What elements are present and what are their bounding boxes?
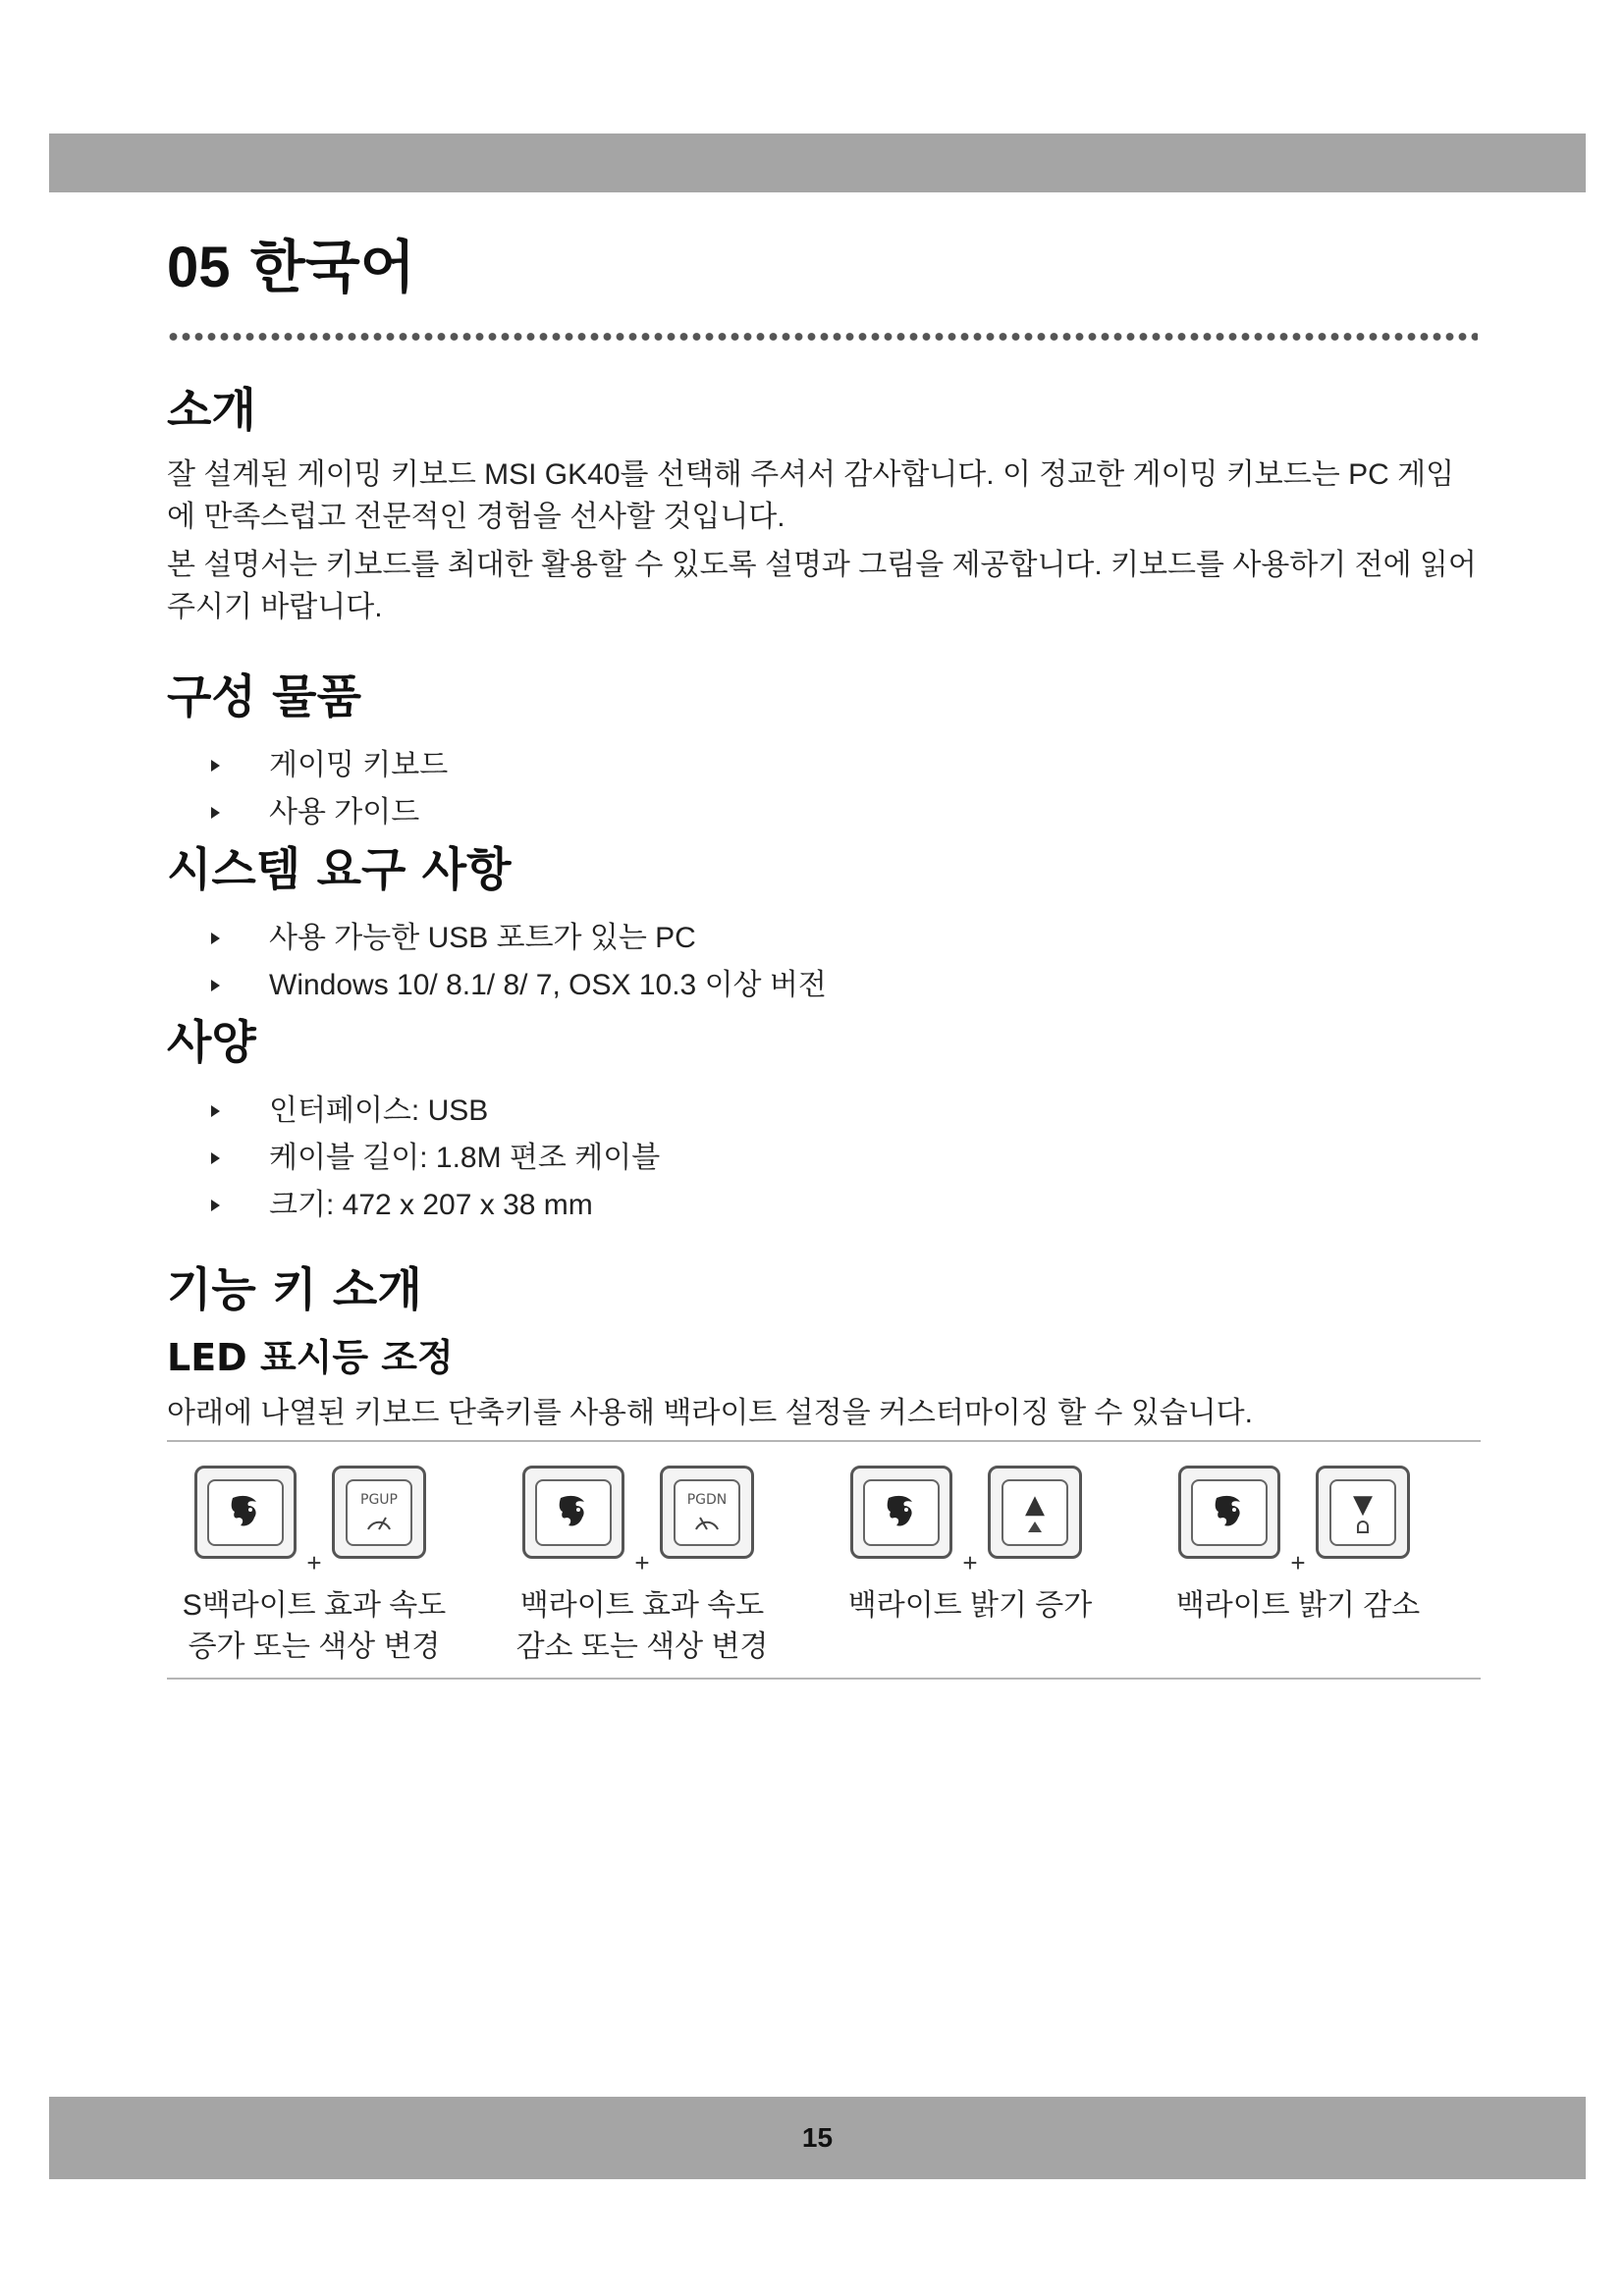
led-description: 아래에 나열된 키보드 단축키를 사용해 백라이트 설정을 커스터마이징 할 수 있습니다.: [167, 1397, 1253, 1429]
bullet-arrow-icon: [211, 1105, 220, 1117]
list-item-text: 크기: 472 x 207 x 38 mm: [269, 1189, 593, 1221]
combo-caption: [495, 1585, 789, 1668]
pgup-label: PGUP: [360, 1491, 398, 1508]
list-item: [167, 1088, 1483, 1135]
down-arrow-icon: ▼: [1353, 1489, 1373, 1520]
caption-line: 백라이트 밝기 감소: [1175, 1589, 1421, 1622]
combo-caption: [1151, 1585, 1445, 1627]
pgup-key-icon: [332, 1466, 426, 1559]
plus-sign: +: [1290, 1548, 1306, 1577]
shortcut-combo: [1151, 1466, 1479, 1668]
plus-sign: +: [962, 1548, 978, 1577]
package-heading: 구성 물품: [167, 670, 361, 724]
intro-heading: 소개: [167, 384, 256, 438]
caption-line: S백라이트 효과 속도: [182, 1589, 447, 1622]
key-group: [194, 1466, 426, 1577]
msi-dragon-key-icon: [850, 1466, 952, 1559]
chapter-name: 한국어: [249, 234, 415, 300]
up-arrow-icon: ▲: [1025, 1489, 1045, 1520]
msi-dragon-key-icon: [194, 1466, 297, 1559]
chapter-number: 05: [167, 236, 231, 299]
msi-dragon-key-icon: [522, 1466, 624, 1559]
msi-dragon-icon: [223, 1490, 268, 1535]
caption-line: 백라이트 효과 속도: [519, 1589, 765, 1622]
list-item-text: 사용 가이드: [269, 796, 420, 828]
requirements-heading: 시스템 요구 사항: [167, 843, 512, 897]
brightness-down-icon: [1352, 1519, 1374, 1534]
bullet-arrow-icon: [211, 1152, 220, 1164]
requirements-list: [167, 915, 1483, 1009]
header-bar: [49, 133, 1586, 192]
function-keys-heading: 기능 키 소개: [167, 1263, 422, 1317]
combo-caption: [167, 1585, 461, 1668]
intro-paragraph-1: 잘 설계된 게이밍 키보드 MSI GK40를 선택해 주셔서 감사합니다. 이 정교한 게이밍 키보드는 PC 게임에 만족스럽고 전문적인 경험을 선사할 것입니다.: [167, 458, 1455, 533]
msi-dragon-key-icon: [1178, 1466, 1280, 1559]
bullet-arrow-icon: [211, 933, 220, 944]
shortcut-combo: [167, 1466, 495, 1668]
specs-list: [167, 1088, 1483, 1229]
list-item: [167, 915, 1483, 962]
list-item: [167, 789, 1483, 836]
chapter-title: [167, 228, 415, 307]
page-number: 15: [801, 2122, 834, 2153]
list-item-text: 인터페이스: USB: [269, 1095, 489, 1127]
list-item-text: Windows 10/ 8.1/ 8/ 7, OSX 10.3 이상 버전: [269, 969, 827, 1001]
specs-heading: 사양: [167, 1016, 256, 1070]
footer-bar: [49, 2097, 1586, 2179]
caption-line: 감소 또는 색상 변경: [515, 1630, 769, 1663]
dotted-divider: [167, 331, 1478, 343]
led-subheading: LED 표시등 조정: [167, 1336, 454, 1379]
pgdn-key-icon: [660, 1466, 754, 1559]
msi-dragon-icon: [1207, 1490, 1252, 1535]
list-item-text: 케이블 길이: 1.8M 편조 케이블: [269, 1142, 661, 1174]
plus-sign: +: [634, 1548, 650, 1577]
caption-line: 백라이트 밝기 증가: [847, 1589, 1093, 1622]
down-arrow-key-icon: [1316, 1466, 1410, 1559]
shortcut-table: [167, 1440, 1481, 1680]
bullet-arrow-icon: [211, 980, 220, 991]
intro-paragraph-2: 본 설명서는 키보드를 최대한 활용할 수 있도록 설명과 그림을 제공합니다. 키보드를 사용하기 전에 읽어주시기 바랍니다.: [167, 549, 1477, 623]
speed-down-icon: [692, 1508, 722, 1533]
bullet-arrow-icon: [211, 807, 220, 819]
speed-up-icon: [364, 1508, 394, 1533]
key-group: [522, 1466, 754, 1577]
list-item: [167, 962, 1483, 1009]
shortcut-combo: [495, 1466, 823, 1668]
up-arrow-key-icon: [988, 1466, 1082, 1559]
caption-line: 증가 또는 색상 변경: [188, 1630, 441, 1663]
list-item-text: 게이밍 키보드: [269, 749, 449, 781]
key-group: [850, 1466, 1082, 1577]
msi-dragon-icon: [551, 1490, 596, 1535]
plus-sign: +: [306, 1548, 322, 1577]
brightness-up-icon: [1024, 1519, 1046, 1534]
msi-dragon-icon: [879, 1490, 924, 1535]
bullet-arrow-icon: [211, 1200, 220, 1211]
package-list: [167, 742, 1483, 836]
key-group: [1178, 1466, 1410, 1577]
bullet-arrow-icon: [211, 760, 220, 772]
combo-caption: [823, 1585, 1117, 1627]
list-item-text: 사용 가능한 USB 포트가 있는 PC: [269, 922, 696, 954]
list-item: [167, 1182, 1483, 1229]
pgdn-label: PGDN: [686, 1491, 728, 1508]
main-content: [167, 377, 1483, 1680]
list-item: [167, 1135, 1483, 1182]
shortcut-combo: [823, 1466, 1151, 1668]
list-item: [167, 742, 1483, 789]
